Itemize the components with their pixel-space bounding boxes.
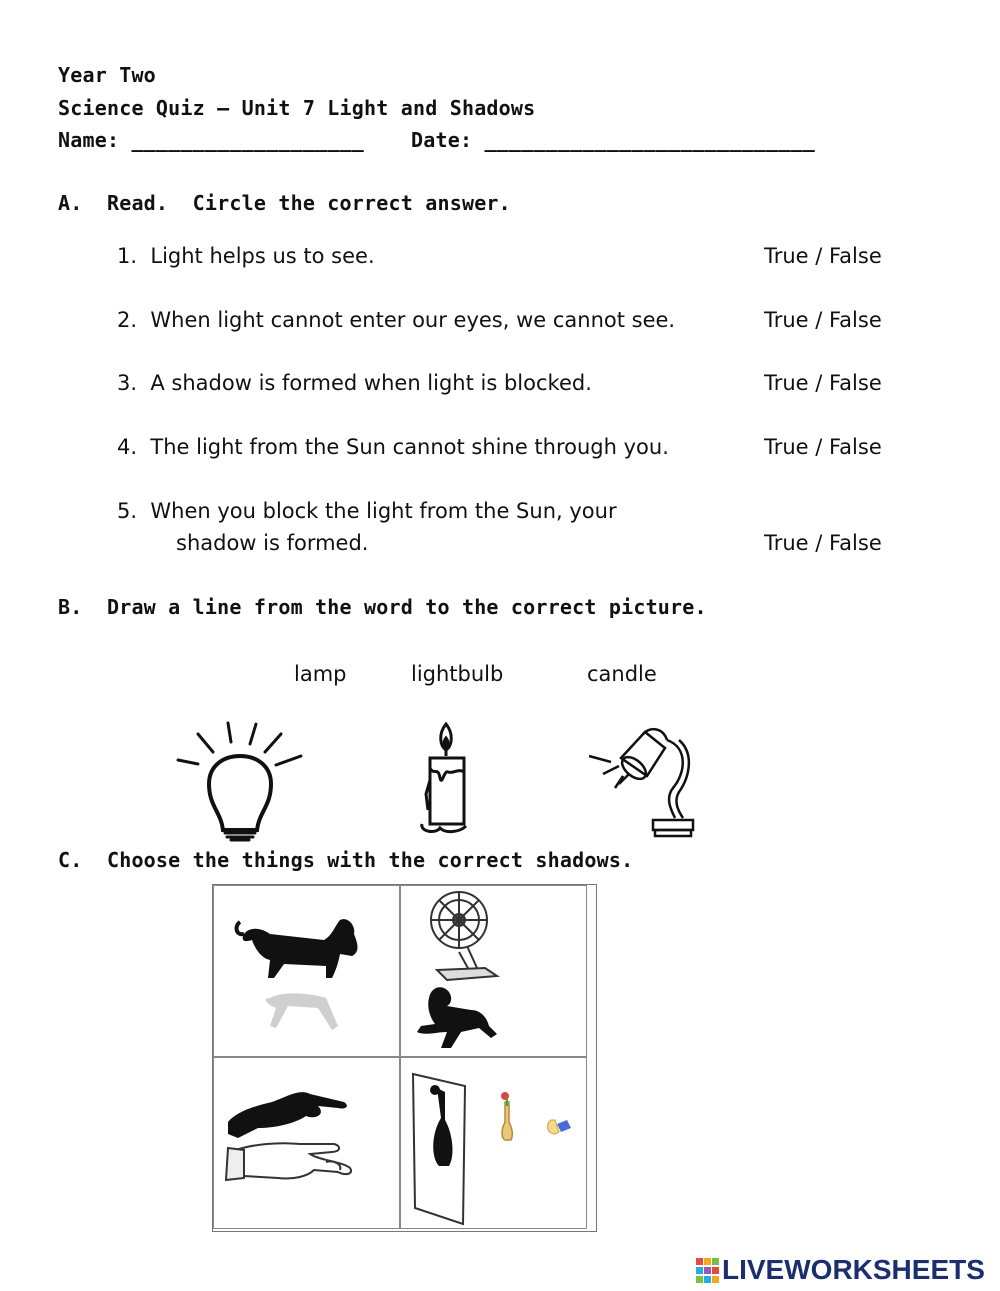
section-a-heading: A. Read. Circle the correct answer. [58,191,511,215]
logo-mark-icon [696,1258,720,1284]
logo-text: LIVEWORKSHEETS [722,1254,985,1285]
answer-2-true-false[interactable]: True / False [764,308,882,332]
word-lamp[interactable]: lamp [294,662,347,686]
liveworksheets-logo [696,1254,996,1288]
fan-and-baby-image [401,886,588,1058]
page-title: Science Quiz – Unit 7 Light and Shadows [58,96,536,120]
name-field[interactable]: Name: ___________________ [58,128,365,152]
section-c-heading: C. Choose the things with the correct shadows. [58,848,634,872]
hand-shadow-image [214,1058,401,1230]
question-2: 2. When light cannot enter our eyes, we cannot see. [117,308,676,332]
candle-icon[interactable] [410,720,478,838]
answer-4-true-false[interactable]: True / False [764,435,882,459]
word-candle[interactable]: candle [587,662,657,686]
desk-lamp-icon[interactable] [585,718,700,842]
choice-cell-vase[interactable] [400,1057,587,1229]
answer-5-true-false[interactable]: True / False [764,531,882,555]
question-5-line-1: 5. When you block the light from the Sun, your [117,499,617,523]
choice-cell-dog[interactable] [213,885,400,1057]
question-4: 4. The light from the Sun cannot shine through you. [117,435,669,459]
dog-shadow-image [214,886,401,1058]
header-year: Year Two [58,63,156,87]
question-3: 3. A shadow is formed when light is blocked. [117,371,592,395]
answer-1-true-false[interactable]: True / False [764,244,882,268]
lightbulb-icon[interactable] [173,720,308,842]
section-b-heading: B. Draw a line from the word to the correct picture. [58,595,707,619]
question-1: 1. Light helps us to see. [117,244,375,268]
shadow-choice-grid [212,884,597,1232]
date-field[interactable]: Date: ___________________________ [411,128,815,152]
choice-cell-fan-baby[interactable] [400,885,587,1057]
choice-cell-hand[interactable] [213,1057,400,1229]
vase-shadow-image [401,1058,588,1230]
question-5-line-2: shadow is formed. [176,531,369,555]
answer-3-true-false[interactable]: True / False [764,371,882,395]
word-lightbulb[interactable]: lightbulb [411,662,504,686]
